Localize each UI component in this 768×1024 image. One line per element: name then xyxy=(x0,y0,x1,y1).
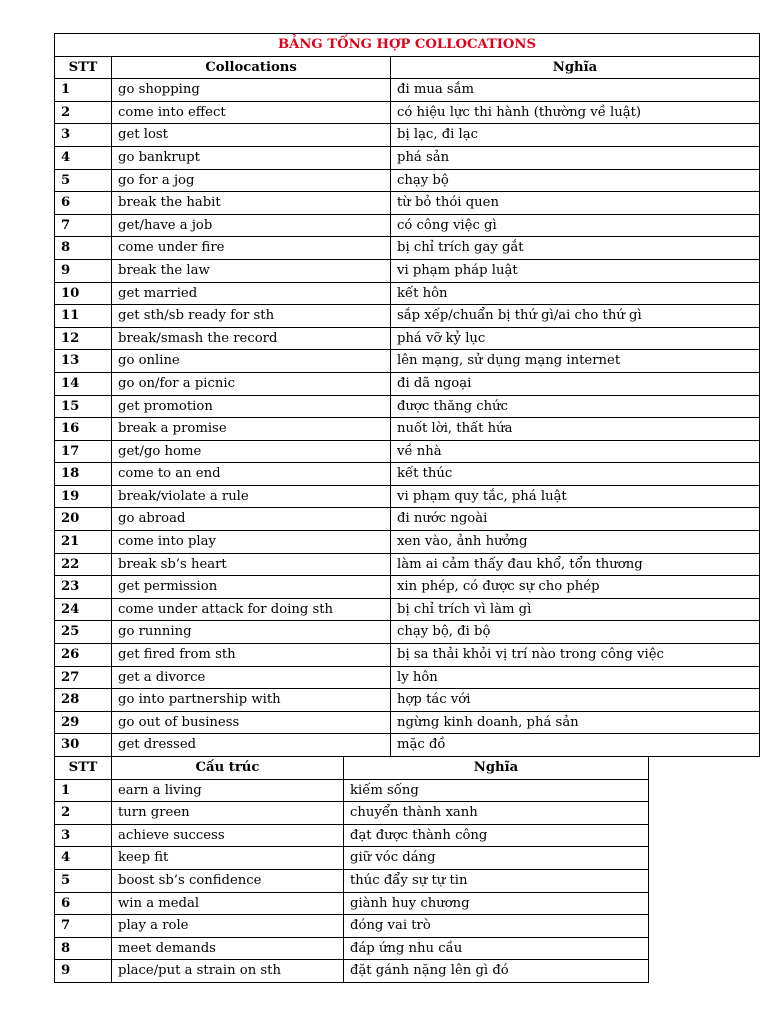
row-meaning: thúc đẩy sự tự tin xyxy=(344,869,649,892)
row-phrase: achieve success xyxy=(112,824,344,847)
table-row xyxy=(55,802,649,825)
row-phrase: win a medal xyxy=(112,892,344,915)
row-phrase: get sth/sb ready for sth xyxy=(112,305,391,328)
row-phrase: go into partnership with xyxy=(112,689,391,712)
table-row xyxy=(55,395,760,418)
row-number: 11 xyxy=(55,305,112,328)
table-row xyxy=(55,960,649,983)
row-number: 2 xyxy=(55,802,112,825)
row-meaning: chạy bộ xyxy=(391,169,760,192)
table-row xyxy=(55,598,760,621)
row-phrase: go online xyxy=(112,350,391,373)
row-number: 8 xyxy=(55,237,112,260)
row-number: 18 xyxy=(55,463,112,486)
row-phrase: come into play xyxy=(112,531,391,554)
header-collocations: Collocations xyxy=(112,56,391,79)
header-meaning: Nghĩa xyxy=(344,757,649,780)
table-row xyxy=(55,463,760,486)
row-phrase: get married xyxy=(112,282,391,305)
row-meaning: đóng vai trò xyxy=(344,915,649,938)
row-number: 12 xyxy=(55,327,112,350)
row-number: 7 xyxy=(55,915,112,938)
row-phrase: keep fit xyxy=(112,847,344,870)
table-row xyxy=(55,418,760,441)
row-phrase: break/violate a rule xyxy=(112,485,391,508)
row-number: 14 xyxy=(55,372,112,395)
row-phrase: place/put a strain on sth xyxy=(112,960,344,983)
header-meaning: Nghĩa xyxy=(391,56,760,79)
row-meaning: phá sản xyxy=(391,146,760,169)
row-meaning: có công việc gì xyxy=(391,214,760,237)
header-stt: STT xyxy=(55,757,112,780)
table-row xyxy=(55,689,760,712)
row-number: 5 xyxy=(55,869,112,892)
row-phrase: go abroad xyxy=(112,508,391,531)
row-number: 24 xyxy=(55,598,112,621)
row-phrase: come under fire xyxy=(112,237,391,260)
row-number: 6 xyxy=(55,892,112,915)
table-row xyxy=(55,892,649,915)
table-row xyxy=(55,644,760,667)
row-meaning: bị sa thải khỏi vị trí nào trong công việc xyxy=(391,644,760,667)
table-row xyxy=(55,621,760,644)
row-number: 26 xyxy=(55,644,112,667)
row-meaning: ngừng kinh doanh, phá sản xyxy=(391,711,760,734)
table-row xyxy=(55,124,760,147)
row-meaning: lên mạng, sử dụng mạng internet xyxy=(391,350,760,373)
row-meaning: đặt gánh nặng lên gì đó xyxy=(344,960,649,983)
row-number: 28 xyxy=(55,689,112,712)
table-row xyxy=(55,915,649,938)
table-row xyxy=(55,146,760,169)
table-row xyxy=(55,282,760,305)
table-row xyxy=(55,824,649,847)
row-phrase: get a divorce xyxy=(112,666,391,689)
row-meaning: đáp ứng nhu cầu xyxy=(344,937,649,960)
row-phrase: go running xyxy=(112,621,391,644)
row-number: 19 xyxy=(55,485,112,508)
row-number: 29 xyxy=(55,711,112,734)
table-row xyxy=(55,350,760,373)
table-row xyxy=(55,259,760,282)
table-row xyxy=(55,734,760,757)
row-meaning: đi mua sắm xyxy=(391,79,760,102)
table-row xyxy=(55,869,649,892)
row-phrase: come under attack for doing sth xyxy=(112,598,391,621)
row-phrase: break/smash the record xyxy=(112,327,391,350)
row-number: 10 xyxy=(55,282,112,305)
row-meaning: chạy bộ, đi bộ xyxy=(391,621,760,644)
table-row xyxy=(55,372,760,395)
row-meaning: phá vỡ kỷ lục xyxy=(391,327,760,350)
table-row xyxy=(55,305,760,328)
row-phrase: come into effect xyxy=(112,101,391,124)
table-row xyxy=(55,237,760,260)
table-row xyxy=(55,440,760,463)
row-meaning: chuyển thành xanh xyxy=(344,802,649,825)
header-structure: Cấu trúc xyxy=(112,757,344,780)
row-meaning: vi phạm quy tắc, phá luật xyxy=(391,485,760,508)
row-meaning: về nhà xyxy=(391,440,760,463)
row-number: 4 xyxy=(55,146,112,169)
row-phrase: get permission xyxy=(112,576,391,599)
row-phrase: break the law xyxy=(112,259,391,282)
row-meaning: mặc đồ xyxy=(391,734,760,757)
table-row xyxy=(55,214,760,237)
row-phrase: earn a living xyxy=(112,779,344,802)
row-phrase: go on/for a picnic xyxy=(112,372,391,395)
table-row xyxy=(55,169,760,192)
row-phrase: get dressed xyxy=(112,734,391,757)
row-meaning: đi dã ngoại xyxy=(391,372,760,395)
row-meaning: kết hôn xyxy=(391,282,760,305)
row-meaning: giành huy chương xyxy=(344,892,649,915)
row-phrase: come to an end xyxy=(112,463,391,486)
row-phrase: break the habit xyxy=(112,192,391,215)
table-row xyxy=(55,847,649,870)
row-meaning: đạt được thành công xyxy=(344,824,649,847)
row-meaning: bị lạc, đi lạc xyxy=(391,124,760,147)
row-number: 15 xyxy=(55,395,112,418)
table-row xyxy=(55,711,760,734)
row-number: 8 xyxy=(55,937,112,960)
row-phrase: go shopping xyxy=(112,79,391,102)
row-meaning: kiếm sống xyxy=(344,779,649,802)
row-meaning: xin phép, có được sự cho phép xyxy=(391,576,760,599)
row-meaning: có hiệu lực thi hành (thường về luật) xyxy=(391,101,760,124)
row-number: 3 xyxy=(55,824,112,847)
row-phrase: boost sb’s confidence xyxy=(112,869,344,892)
row-number: 22 xyxy=(55,553,112,576)
row-number: 27 xyxy=(55,666,112,689)
row-phrase: get lost xyxy=(112,124,391,147)
row-number: 2 xyxy=(55,101,112,124)
row-meaning: sắp xếp/chuẩn bị thứ gì/ai cho thứ gì xyxy=(391,305,760,328)
row-number: 17 xyxy=(55,440,112,463)
row-meaning: hợp tác với xyxy=(391,689,760,712)
table-row xyxy=(55,79,760,102)
row-phrase: break a promise xyxy=(112,418,391,441)
row-meaning: ly hôn xyxy=(391,666,760,689)
row-number: 1 xyxy=(55,779,112,802)
row-phrase: turn green xyxy=(112,802,344,825)
structures-table xyxy=(54,756,649,983)
row-meaning: xen vào, ảnh hưởng xyxy=(391,531,760,554)
row-phrase: get/go home xyxy=(112,440,391,463)
row-number: 21 xyxy=(55,531,112,554)
row-number: 20 xyxy=(55,508,112,531)
row-meaning: nuốt lời, thất hứa xyxy=(391,418,760,441)
table-row xyxy=(55,937,649,960)
row-number: 6 xyxy=(55,192,112,215)
table-header-row xyxy=(55,757,649,780)
table-row xyxy=(55,101,760,124)
collocations-table xyxy=(54,33,760,757)
row-meaning: làm ai cảm thấy đau khổ, tổn thương xyxy=(391,553,760,576)
table-row xyxy=(55,666,760,689)
row-number: 30 xyxy=(55,734,112,757)
row-number: 3 xyxy=(55,124,112,147)
row-number: 23 xyxy=(55,576,112,599)
table-row xyxy=(55,508,760,531)
row-phrase: meet demands xyxy=(112,937,344,960)
row-number: 1 xyxy=(55,79,112,102)
row-number: 7 xyxy=(55,214,112,237)
row-meaning: vi phạm pháp luật xyxy=(391,259,760,282)
table-row xyxy=(55,192,760,215)
table-title: BẢNG TỔNG HỢP COLLOCATIONS xyxy=(55,34,760,57)
table-row xyxy=(55,779,649,802)
row-number: 9 xyxy=(55,960,112,983)
row-phrase: get promotion xyxy=(112,395,391,418)
row-number: 9 xyxy=(55,259,112,282)
row-phrase: go out of business xyxy=(112,711,391,734)
row-meaning: bị chỉ trích gay gắt xyxy=(391,237,760,260)
row-meaning: kết thúc xyxy=(391,463,760,486)
row-number: 16 xyxy=(55,418,112,441)
row-phrase: go bankrupt xyxy=(112,146,391,169)
row-phrase: go for a jog xyxy=(112,169,391,192)
table-row xyxy=(55,576,760,599)
row-phrase: play a role xyxy=(112,915,344,938)
table-row xyxy=(55,327,760,350)
row-number: 4 xyxy=(55,847,112,870)
table-row xyxy=(55,553,760,576)
row-number: 25 xyxy=(55,621,112,644)
row-meaning: đi nước ngoài xyxy=(391,508,760,531)
row-meaning: được thăng chức xyxy=(391,395,760,418)
table-row xyxy=(55,485,760,508)
row-number: 13 xyxy=(55,350,112,373)
header-stt: STT xyxy=(55,56,112,79)
row-meaning: từ bỏ thói quen xyxy=(391,192,760,215)
row-meaning: giữ vóc dáng xyxy=(344,847,649,870)
row-phrase: break sb’s heart xyxy=(112,553,391,576)
table-title-row xyxy=(55,34,760,57)
row-number: 5 xyxy=(55,169,112,192)
table-header-row xyxy=(55,56,760,79)
row-phrase: get/have a job xyxy=(112,214,391,237)
row-phrase: get fired from sth xyxy=(112,644,391,667)
row-meaning: bị chỉ trích vì làm gì xyxy=(391,598,760,621)
table-row xyxy=(55,531,760,554)
